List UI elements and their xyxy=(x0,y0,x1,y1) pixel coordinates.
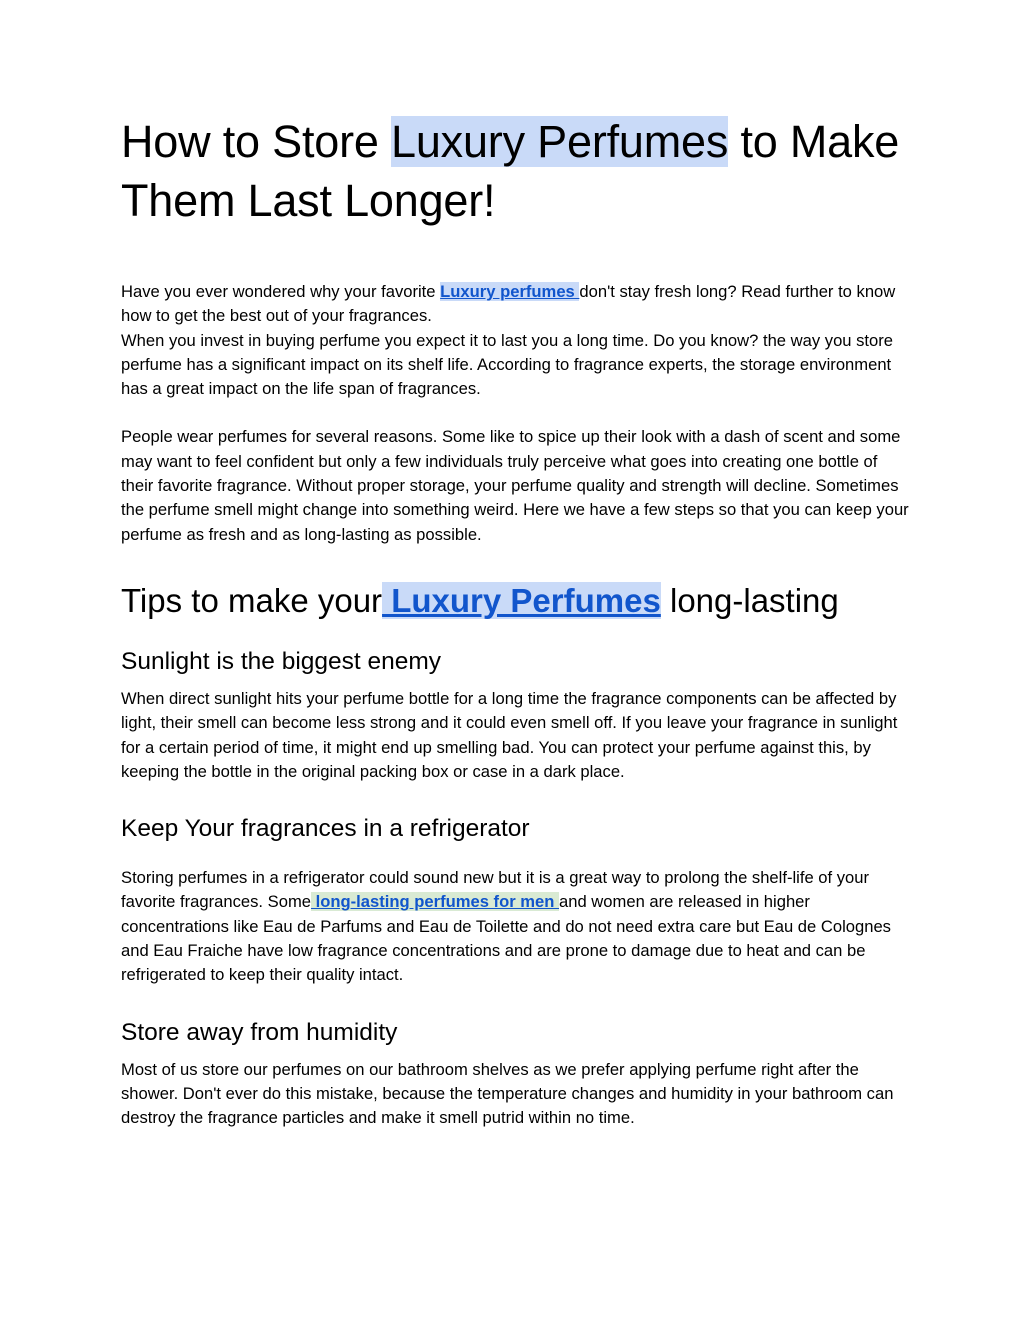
humidity-heading: Store away from humidity xyxy=(121,1018,398,1046)
refrigerator-text-end: and women are released in higher concentrations like Eau de Parfums and Eau de Toilette and do not need extra care but Eau de Colognes and Eau Fraiche have low fragrance concentrations and are prone to damage due to heat and can be refrigerated to keep their quality intact. xyxy=(121,892,891,985)
intro-text-start: Have you ever wondered why your favorite xyxy=(121,282,441,301)
tips-heading-end: long-lasting xyxy=(660,581,839,619)
tips-heading-start: Tips to make your xyxy=(121,581,383,619)
tips-heading xyxy=(121,581,911,621)
luxury-perfumes-link[interactable]: Luxury perfumes xyxy=(440,282,580,301)
page-title xyxy=(121,112,911,230)
sunlight-heading: Sunlight is the biggest enemy xyxy=(121,647,442,675)
reasons-paragraph: People wear perfumes for several reasons. Some like to spice up their look with a dash of scent and some may want to feel confident but only a few individuals truly perceive what goes into creating one bottle of their favorite fragrance. Without proper storage, your perfume quality and strength will decline. Sometimes the perfume smell might change into something weird. Here we have a few steps so that you can keep your perfume as fresh and as long-lasting as possible. xyxy=(121,427,909,544)
title-text-start: How to Store xyxy=(121,116,392,167)
refrigerator-heading: Keep Your fragrances in a refrigerator xyxy=(121,815,530,843)
refrigerator-paragraph xyxy=(121,866,911,987)
title-text-end: to Make Them Last Longer! xyxy=(121,116,900,226)
sunlight-paragraph: When direct sunlight hits your perfume bottle for a long time the fragrance components can be affected by light, their smell can become less strong and it could even smell off. If you leave your fragrance in sunlight for a certain period of time, it might end up smelling bad. You can protect your perfume against this, by keeping the bottle in the original packing box or case in a dark place. xyxy=(121,688,898,781)
storage-paragraph: When you invest in buying perfume you expect it to last you a long time. Do you know? the way you store perfume has a significant impact on its shelf life. According to fragrance experts, the storage environment has a great impact on the life span of fragrances. xyxy=(121,330,894,399)
intro-text-end: don't stay fresh long? Read further to know how to get the best out of your fragrances. xyxy=(121,282,896,326)
tips-luxury-perfumes-link[interactable]: Luxury Perfumes xyxy=(382,581,661,619)
refrigerator-text-start: Storing perfumes in a refrigerator could sound new but it is a great way to prolong the shelf-life of your favorite fragrances. Some xyxy=(121,868,870,912)
intro-paragraph xyxy=(121,280,911,329)
long-lasting-perfumes-link[interactable]: long-lasting perfumes for men xyxy=(311,892,560,912)
document-page xyxy=(121,112,911,1131)
title-highlight: Luxury Perfumes xyxy=(391,116,729,167)
humidity-paragraph: Most of us store our perfumes on our bathroom shelves as we prefer applying perfume right after the shower. Don't ever do this mistake, because the temperature changes and humidity in your bathroom can destroy the fragrance particles and make it smell putrid within no time. xyxy=(121,1059,894,1128)
